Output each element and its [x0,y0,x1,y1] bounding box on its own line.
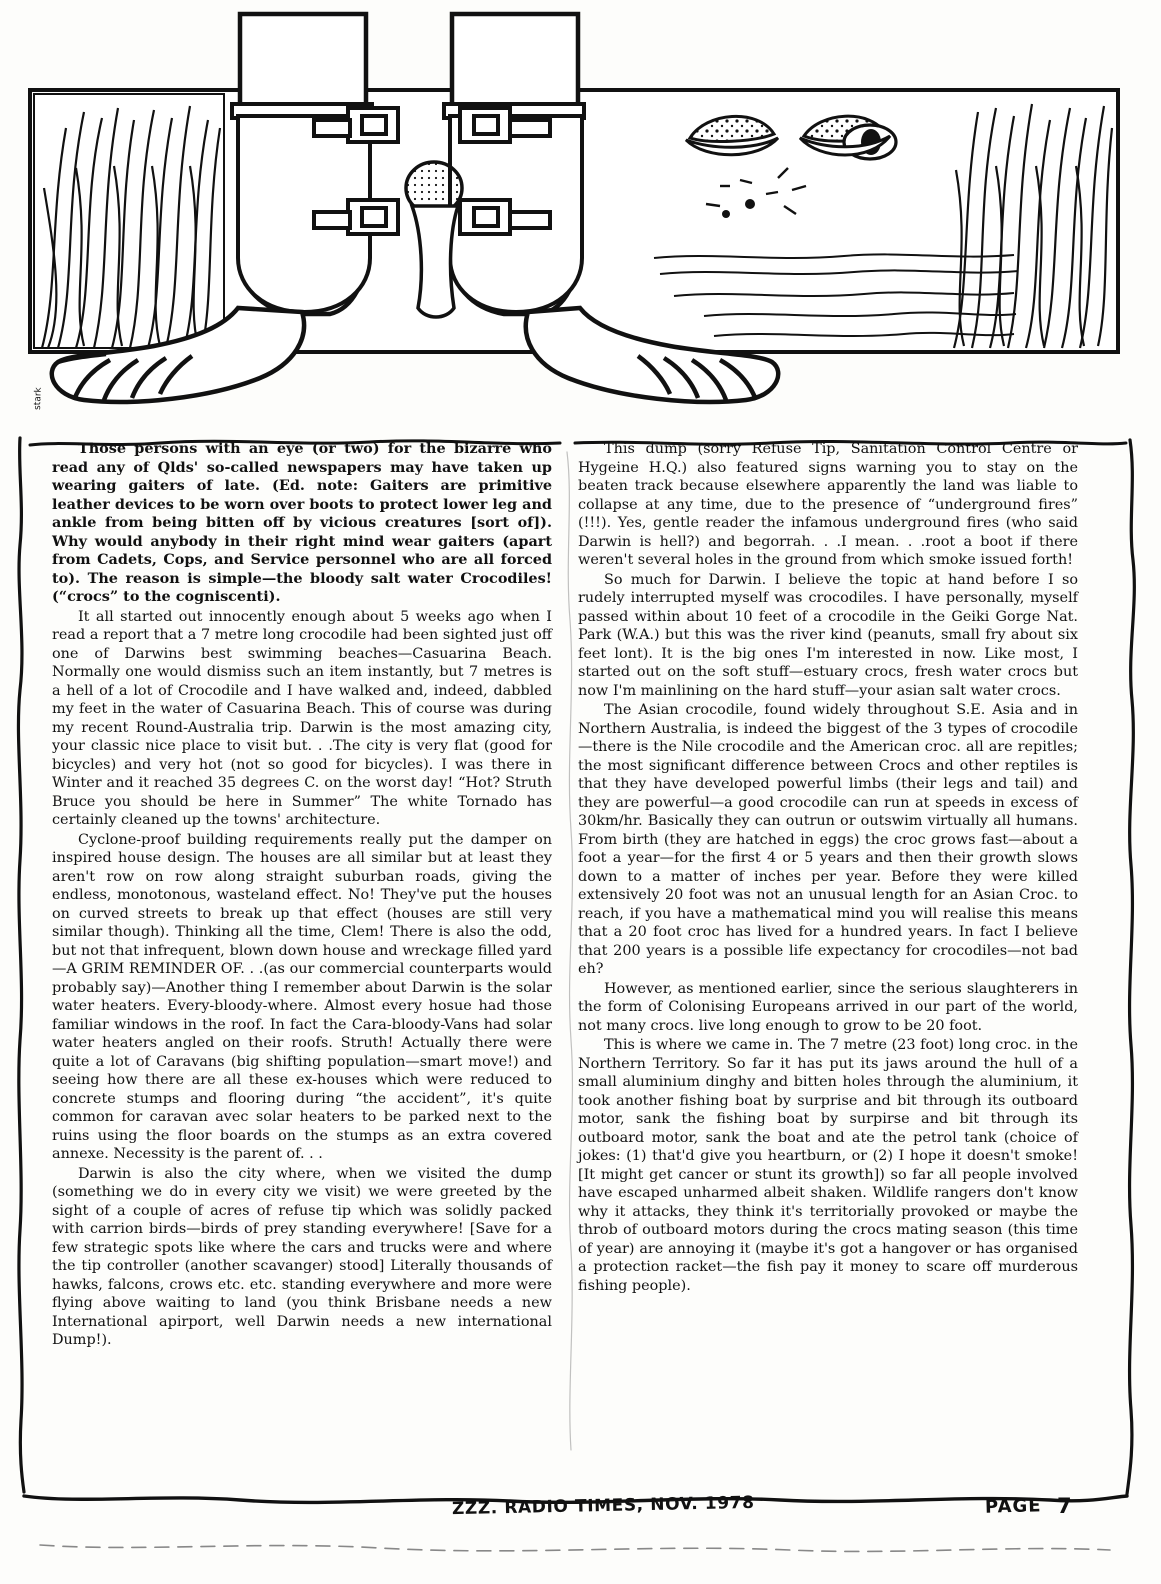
crocodile-gaiters-illustration [14,8,1134,433]
paragraph: It all started out innocently enough about 5 weeks ago when I read a report that a 7 metre long crocodile had been sighted just off one of Darwins best swimming beaches—Casuarina Beach. Normally one would dismiss such an item instantly, but 7 metres is a hell of a lot of Crocodile and I have walked and, indeed, dabbled my feet in the water of Casuarina Beach. This of course was during my recent Round-Australia trip. Darwin is the most amazing city, your classic nice place to visit but. . .The city is very flat (good for bicycles) and very hot (not so good for bicycles). I was there in Winter and it reached 35 degrees C. on the worst day! “Hot? Struth Bruce you should be here in Summer” The white Tornado has certainly cleaned up the towns' architecture. [52,608,552,828]
column-right [578,440,1078,1480]
paragraph: So much for Darwin. I believe the topic at hand before I so rudely interrupted myself was crocodiles. I have personally, myself passed within about 10 feet of a crocodile in the Geiki Gorge Nat. Park (W.A.) but this was the river kind (peanuts, small fry about six feet lont). It is the big ones I'm interested in now. Like most, I started out on the soft stuff—estuary crocs, fresh water crocs but now I'm mainlining on the hard stuff—your asian salt water crocs. [578,571,1078,699]
page-label: PAGE [984,1495,1042,1518]
paragraph: This is where we came in. The 7 metre (23 foot) long croc. in the Northern Territory. So far it has put its jaws around the hull of a small aluminium dinghy and bitten holes through the aluminium, it took another fishing boat by surprise and bit through its outboard motor, sank the fishing boat by surpirse and bit through its outboard motor, sank the boat and ate the petrol tank (choice of jokes: (1) that'd give you heartburn, or (2) I hope it doesn't smoke! [It might get cancer or stunt its growth]) so far all people involved have escaped unharmed albeit shaken. Wildlife rangers don't know why it attacks, they think it's territorially provoked or maybe the throb of outboard motors during the crocs mating season (this time of year) are annoying it (maybe it's got a hangover or has organised a protection racket—the fish pay it money to scare off murderous fishing people). [578,1037,1078,1294]
paragraph: This dump (sorry Refuse Tip, Sanitation Control Centre or Hygeine H.Q.) also featured signs warning you to stay on the beaten track because elsewhere apparently the land was liable to collapse at any time, due to the presence of “underground fires” (!!!). Yes, gentle reader the infamous underground fires (who said Darwin is hell?) and begorrah. . .I mean. . .root a boot if there weren't several holes in the ground from which smoke issued forth! [578,441,1078,568]
paragraph: The Asian crocodile, found widely throughout S.E. Asia and in Northern Australia, is indeed the biggest of the 3 types of crocodile—there is the Nile crocodile and the American croc. all are repitles; the most significant difference between Crocs and other reptiles is that they have developed powerful limbs (their legs and tail) and they are powerful—a good crocodile can run at speeds in excess of 30km/hr. Basically they can outrun or outswim virtually all humans. From birth (they are hatched in eggs) the croc grows fast—about a foot a year—for the first 4 or 5 years and then their growth slows down to a matter of inches per year. Before they were killed extensively 20 foot was not an unusual length for an Asian Croc. to reach, if you have a mathematical mind you will realise this means that a 20 foot croc has lived for a hundred years. In fact I believe that 200 years is a possible life expectancy for crocodiles—not bad eh? [578,702,1078,977]
page-number: 7 [1057,1494,1072,1518]
paragraph: Darwin is also the city where, when we visited the dump (something we do in every city we visit) we were greeted by the sight of a couple of acres of refuse tip which was solidly packed with carrion birds—birds of prey standing everywhere! [Save for a few strategic spots like where the cars and trucks were and where the tip controller (another scavanger) stood] Literally thousands of hawks, falcons, crows etc. etc. standing everywhere and more were flying above waiting to land (you think Brisbane needs a new International apirport, well Darwin needs a new international Dump!). [52,1165,552,1348]
page-footer [0,1492,1161,1556]
column-left [52,440,552,1480]
masthead-footer: ZZZ. RADIO TIMES, NOV. 1978 [451,1492,755,1520]
article-columns [52,440,1100,1480]
paragraph: However, as mentioned earlier, since the serious slaughterers in the form of Colonising Europeans arrived in our part of the world, not many crocs. live long enough to grow to be 20 foot. [578,980,1078,1034]
svg-text:stark: stark [33,387,44,411]
paragraph: Those persons with an eye (or two) for the bizarre who read any of Qlds' so-called newspapers may have taken up wearing gaiters of late. (Ed. note: Gaiters are primitive leather devices to be worn over boots to protect lower leg and ankle from being bitten off by vicious creatures [sort of]). Why would anybody in their right mind wear gaiters (apart from Cadets, Cops, and Service personnel who are all forced to). The reason is simple—the bloody salt water Crocodiles! (“crocs” to the cogniscenti). [52,440,552,605]
paragraph: Cyclone-proof building requirements really put the damper on inspired house design. The houses are all similar but at least they aren't row on row along straight suburban roads, giving the endless, monotonous, wasteland effect. No! They've put the houses on curved streets to break up that effect (houses are still very similar though). Thinking all the time, Clem! There is also the odd, but not that infrequent, blown down house and wreckage filled yard—A GRIM REMINDER OF. . .(as our commercial counterparts would probably say)—Another thing I remember about Darwin is the solar water heaters. Every-bloody-where. Almost every hosue had those familiar windows in the roof. In fact the Cara-bloody-Vans had solar water heaters angled on their roofs. Struth! Actually there were quite a lot of Caravans (big shifting population—smart move!) and seeing how there are all these ex-houses which were reduced to concrete stumps and flooring during “the accident”, it's quite common for caravan avec solar heaters to be parked next to the ruins using the floor boards on the stumps as an extra covered annexe. Necessity is the parent of. . . [52,831,552,1162]
